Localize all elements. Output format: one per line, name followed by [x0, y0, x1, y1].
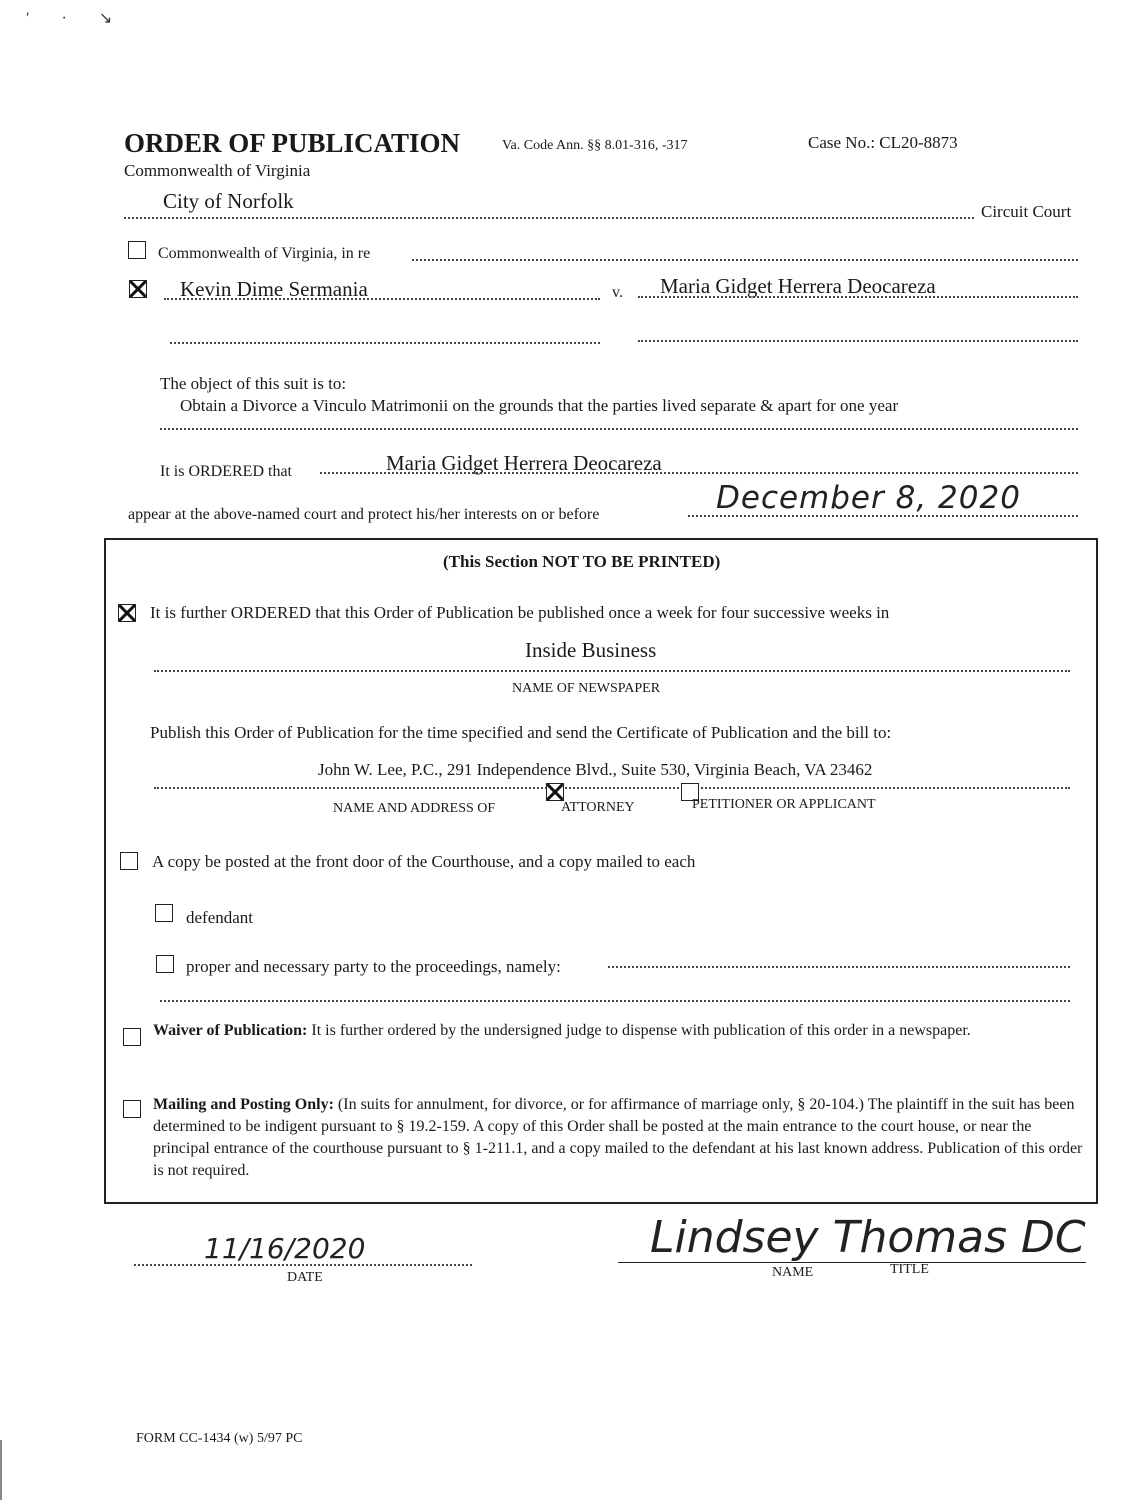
scan-marks: ′ · ↘: [26, 10, 127, 27]
proper-party-line: [608, 966, 1070, 968]
appear-line: [688, 515, 1078, 517]
section-heading: (This Section NOT TO BE PRINTED): [443, 552, 721, 571]
mailing-text: (In suits for annulment, for divorce, or for affirmance of marriage only, § 20-104.) The plaintiff in the suit has been determined to be indigent pursuant to § 19.2-159. A copy of this Order shall be posted at the main entrance to the court house, or near the principal entrance of the courthouse pursuant to § 1-211.1, and a copy mailed to the defendant at his last known address. Publication of this order is not required.: [153, 1096, 1083, 1179]
defendant-name: Maria Gidget Herrera Deocareza: [660, 274, 936, 298]
plaintiff-name: Kevin Dime Sermania: [180, 277, 368, 301]
defendant-line-2: [638, 340, 1078, 342]
scan-edge: [0, 1440, 2, 1500]
newspaper-line: [154, 670, 1070, 672]
newspaper-name: Inside Business: [525, 638, 657, 662]
proper-party-label: proper and necessary party to the proceedings, namely:: [186, 957, 561, 976]
form-id: FORM CC-1434 (w) 5/97 PC: [136, 1431, 303, 1446]
proper-party-checkbox[interactable]: [156, 955, 174, 973]
plaintiff-line: [164, 298, 600, 300]
mailing-heading: Mailing and Posting Only:: [153, 1096, 334, 1113]
in-re-line: [412, 259, 1078, 261]
versus-checkbox[interactable]: [129, 280, 147, 298]
date-line: [134, 1264, 472, 1266]
name-label: NAME: [772, 1265, 814, 1280]
object-text: Obtain a Divorce a Vinculo Matrimonii on the grounds that the parties lived separate & apart for one year: [180, 396, 899, 415]
ordered-name: Maria Gidget Herrera Deocareza: [386, 451, 662, 475]
petitioner-label: PETITIONER OR APPLICANT: [692, 797, 876, 812]
waiver-paragraph: [153, 1020, 1068, 1042]
waiver-heading: Waiver of Publication:: [153, 1022, 308, 1039]
plaintiff-line-2: [170, 342, 600, 344]
attorney-address: John W. Lee, P.C., 291 Independence Blvd., Suite 530, Virginia Beach, VA 23462: [318, 760, 873, 779]
newspaper-label: NAME OF NEWSPAPER: [512, 681, 661, 696]
object-line: [160, 428, 1078, 430]
waiver-checkbox[interactable]: [123, 1028, 141, 1046]
further-ordered-text: It is further ORDERED that this Order of Publication be published once a week for four successive weeks in: [150, 603, 890, 622]
publish-text: Publish this Order of Publication for the time specified and send the Certificate of Publication and the bill to:: [150, 723, 892, 742]
defendant-checkbox[interactable]: [155, 904, 173, 922]
court-suffix: Circuit Court: [981, 202, 1072, 221]
attorney-checkbox[interactable]: [546, 783, 564, 801]
proper-party-line-2: [160, 1000, 1070, 1002]
mailing-paragraph: [153, 1094, 1088, 1182]
address-line: [154, 787, 1070, 789]
case-number: Case No.: CL20-8873: [808, 133, 958, 152]
title-label: TITLE: [890, 1262, 929, 1277]
publish-checkbox[interactable]: [118, 604, 136, 622]
statute-reference: Va. Code Ann. §§ 8.01-316, -317: [502, 138, 688, 153]
mailing-checkbox[interactable]: [123, 1100, 141, 1118]
defendant-line: [638, 296, 1078, 298]
form-title: ORDER OF PUBLICATION: [124, 128, 461, 158]
appear-date: December 8, 2020: [716, 480, 1021, 516]
address-of-label: NAME AND ADDRESS OF: [333, 801, 496, 816]
signature-line: [618, 1262, 1086, 1263]
ordered-label: It is ORDERED that: [160, 463, 292, 480]
court-line: [124, 217, 974, 219]
object-label: The object of this suit is to:: [160, 374, 347, 393]
in-re-checkbox[interactable]: [128, 241, 146, 259]
attorney-label: ATTORNEY: [561, 800, 635, 815]
appear-text: appear at the above-named court and protect his/her interests on or before: [128, 506, 600, 523]
date-label: DATE: [287, 1270, 323, 1285]
signed-date: 11/16/2020: [204, 1232, 366, 1265]
waiver-text: It is further ordered by the undersigned judge to dispense with publication of this order in a newspaper.: [311, 1022, 971, 1039]
posted-text: A copy be posted at the front door of the Courthouse, and a copy mailed to each: [152, 852, 696, 871]
ordered-line: [320, 472, 1078, 474]
in-re-label: Commonwealth of Virginia, in re: [158, 245, 371, 262]
jurisdiction: Commonwealth of Virginia: [124, 161, 311, 180]
court-city: City of Norfolk: [163, 189, 294, 213]
posted-checkbox[interactable]: [120, 852, 138, 870]
defendant-label: defendant: [186, 908, 254, 927]
signature: Lindsey Thomas DC: [650, 1212, 1086, 1263]
versus-label: v.: [612, 284, 623, 301]
